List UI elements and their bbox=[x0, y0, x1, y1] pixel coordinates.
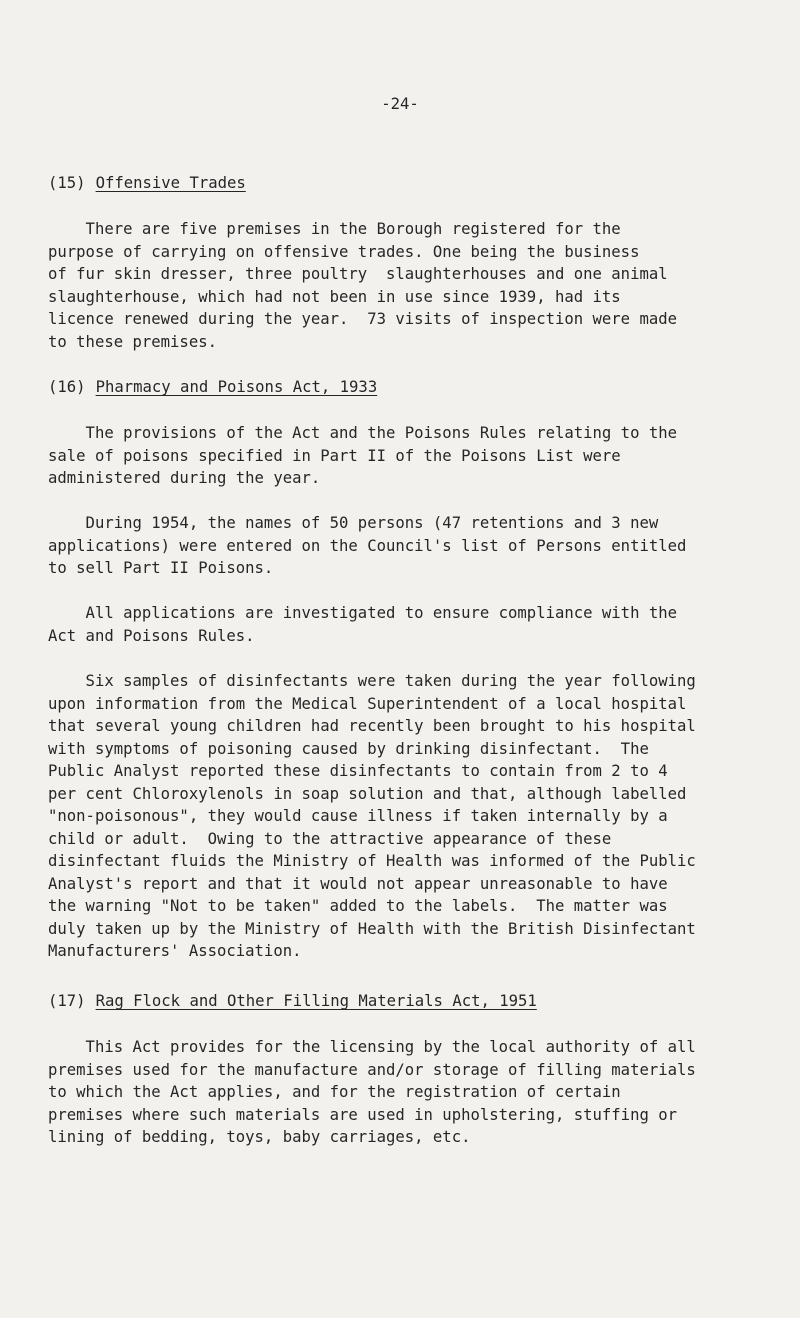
text-line: lining of bedding, toys, baby carriages, etc. bbox=[48, 1128, 471, 1146]
paragraph bbox=[48, 218, 768, 353]
page-number: -24- bbox=[381, 95, 419, 113]
text-line: upon information from the Medical Superintendent of a local hospital bbox=[48, 694, 687, 713]
section-title: Pharmacy and Poisons Act, 1933 bbox=[95, 378, 378, 396]
text-line: premises where such materials are used in upholstering, stuffing or bbox=[48, 1105, 678, 1124]
paragraph bbox=[48, 512, 768, 580]
text-line: Analyst's report and that it would not appear unreasonable to have bbox=[48, 874, 668, 893]
section-title: Rag Flock and Other Filling Materials Act, 1951 bbox=[95, 992, 537, 1010]
text-line: to which the Act applies, and for the registration of certain bbox=[48, 1083, 621, 1101]
paragraph bbox=[48, 602, 768, 647]
section-heading-pharmacy-poisons bbox=[48, 376, 377, 399]
text-line: This Act provides for the licensing by the local authority of all bbox=[48, 1038, 696, 1056]
text-line: disinfectant fluids the Ministry of Health was informed of the Public bbox=[48, 852, 696, 870]
section-heading-rag-flock bbox=[48, 990, 537, 1013]
text-line: sale of poisons specified in Part II of the Poisons List were bbox=[48, 446, 621, 465]
text-line: Act and Poisons Rules. bbox=[48, 626, 255, 645]
text-line: Public Analyst reported these disinfectants to contain from 2 to 4 bbox=[48, 762, 668, 780]
text-line: All applications are investigated to ensure compliance with the bbox=[48, 604, 678, 622]
text-line: child or adult. Owing to the attractive appearance of these bbox=[48, 829, 612, 848]
text-line: licence renewed during the year. 73 visits of inspection were made bbox=[48, 310, 678, 328]
text-line: purpose of carrying on offensive trades. One being the business bbox=[48, 242, 640, 261]
text-line: Six samples of disinfectants were taken during the year following bbox=[48, 672, 696, 690]
text-line: with symptoms of poisoning caused by drinking disinfectant. The bbox=[48, 739, 649, 758]
text-line: that several young children had recently been brought to his hospital bbox=[48, 717, 696, 735]
text-line: the warning "Not to be taken" added to the labels. The matter was bbox=[48, 897, 668, 915]
section-number: (16) bbox=[48, 378, 86, 396]
section-number: (15) bbox=[48, 174, 86, 192]
text-line: There are five premises in the Borough registered for the bbox=[48, 220, 621, 238]
text-line: Manufacturers' Association. bbox=[48, 942, 302, 960]
text-line: premises used for the manufacture and/or storage of filling materials bbox=[48, 1060, 696, 1079]
paragraph bbox=[48, 422, 768, 490]
paragraph bbox=[48, 1036, 768, 1149]
text-line: to these premises. bbox=[48, 332, 217, 351]
text-line: slaughterhouse, which had not been in use since 1939, had its bbox=[48, 287, 621, 306]
text-line: of fur skin dresser, three poultry slaughterhouses and one animal bbox=[48, 265, 668, 283]
section-title: Offensive Trades bbox=[95, 174, 246, 192]
section-heading-offensive-trades bbox=[48, 172, 246, 195]
text-line: "non-poisonous", they would cause illness if taken internally by a bbox=[48, 807, 668, 825]
section-number: (17) bbox=[48, 992, 86, 1010]
text-line: administered during the year. bbox=[48, 469, 321, 487]
text-line: During 1954, the names of 50 persons (47 retentions and 3 new bbox=[48, 514, 659, 532]
paragraph bbox=[48, 670, 768, 963]
text-line: per cent Chloroxylenols in soap solution and that, although labelled bbox=[48, 784, 687, 803]
text-line: duly taken up by the Ministry of Health with the British Disinfectant bbox=[48, 919, 696, 938]
text-line: applications) were entered on the Council's list of Persons entitled bbox=[48, 536, 687, 555]
text-line: The provisions of the Act and the Poisons Rules relating to the bbox=[48, 424, 678, 442]
text-line: to sell Part II Poisons. bbox=[48, 559, 274, 577]
